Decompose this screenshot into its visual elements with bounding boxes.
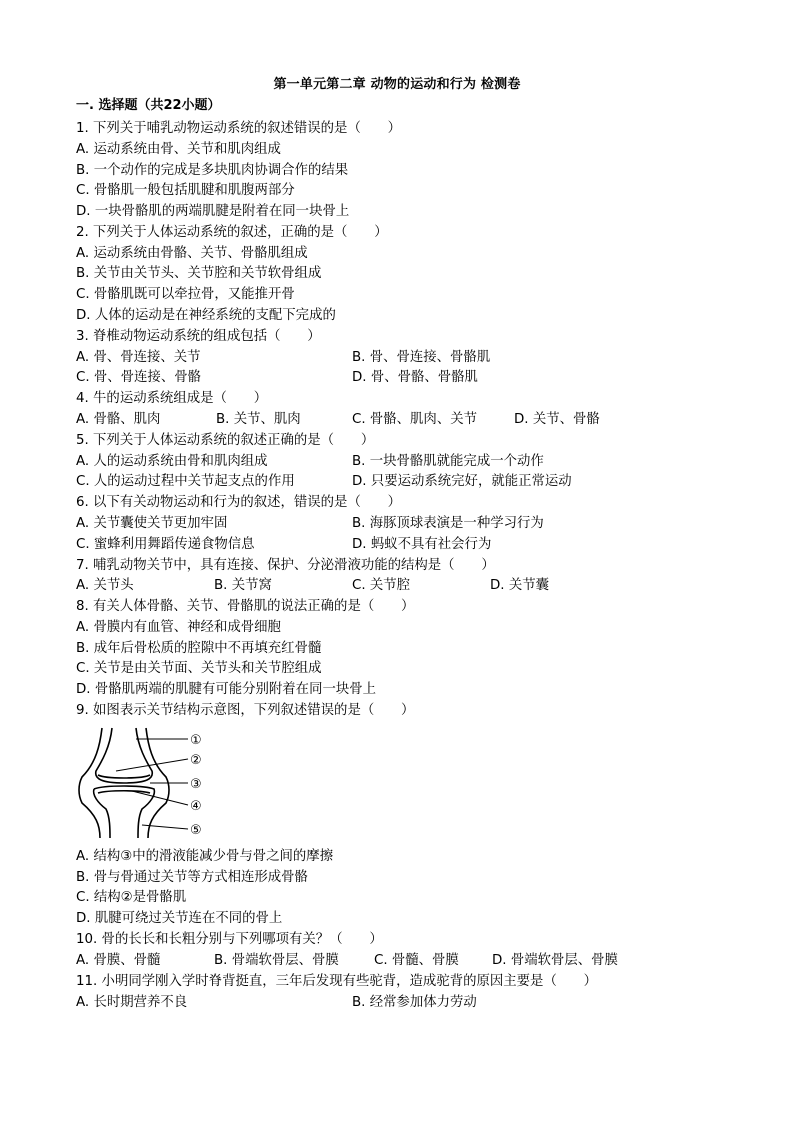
question-7-option-c: C. 关节腔: [352, 578, 411, 593]
question-2-option-c: C. 骨骼肌既可以牵拉骨，又能推开骨: [76, 287, 295, 302]
question-10-option-c: C. 骨髓、骨膜: [374, 953, 459, 968]
question-9-option-b: B. 骨与骨通过关节等方式相连形成骨骼: [76, 870, 308, 885]
question-4-option-d: D. 关节、骨骼: [514, 412, 600, 427]
page-title: 第一单元第二章 动物的运动和行为 检测卷: [273, 77, 521, 92]
question-3-stem: 3. 脊椎动物运动系统的组成包括（ ）: [76, 329, 321, 344]
question-6-stem: 6. 以下有关动物运动和行为的叙述，错误的是（ ）: [76, 495, 402, 510]
label-4: ④: [190, 799, 202, 814]
joint-capsule-left: [79, 728, 102, 838]
question-4-option-b: B. 关节、肌肉: [216, 412, 301, 427]
question-1-stem: 1. 下列关于哺乳动物运动系统的叙述错误的是（ ）: [76, 121, 402, 136]
question-11-row: [76, 992, 716, 1013]
question-5-option-a: A. 人的运动系统由骨和肌肉组成: [76, 454, 268, 469]
lower-bone-right: [94, 786, 154, 838]
question-8-option-c: C. 关节是由关节面、关节头和关节腔组成: [76, 661, 322, 676]
question-7-option-a: A. 关节头: [76, 578, 134, 593]
section-heading: 一. 选择题（共22小题）: [76, 98, 221, 113]
question-8-option-b: B. 成年后骨松质的腔隙中不再填充红骨髓: [76, 641, 322, 656]
question-6-row-1: [76, 513, 716, 534]
question-9-option-c: C. 结构②是骨骼肌: [76, 890, 187, 905]
question-2-option-b: B. 关节由关节头、关节腔和关节软骨组成: [76, 266, 322, 281]
question-11-option-b: B. 经常参加体力劳动: [352, 995, 477, 1010]
question-7-option-b: B. 关节窝: [214, 578, 272, 593]
question-8-option-d: D. 骨骼肌两端的肌腱有可能分别附着在同一块骨上: [76, 682, 377, 697]
question-9-option-d: D. 肌腱可绕过关节连在不同的骨上: [76, 911, 283, 926]
question-6-option-a: A. 关节囊使关节更加牢固: [76, 516, 228, 531]
question-9-stem: 9. 如图表示关节结构示意图，下列叙述错误的是（ ）: [76, 703, 415, 718]
question-6-option-d: D. 蚂蚁不具有社会行为: [352, 537, 492, 552]
question-6-option-c: C. 蜜蜂利用舞蹈传递食物信息: [76, 537, 255, 552]
question-3-row-2: [76, 367, 716, 388]
upper-bone: [96, 728, 153, 783]
lower-bone-left: [94, 789, 110, 838]
question-6-row-2: [76, 534, 716, 555]
question-10-option-d: D. 骨端软骨层、骨膜: [492, 953, 618, 968]
question-10-option-a: A. 骨膜、骨髓: [76, 953, 161, 968]
question-5-row-2: [76, 471, 716, 492]
leader-line-4: [132, 791, 188, 805]
question-3-option-c: C. 骨、骨连接、骨骼: [76, 370, 201, 385]
question-5-option-c: C. 人的运动过程中关节起支点的作用: [76, 474, 295, 489]
question-6-option-b: B. 海豚顶球表演是一种学习行为: [352, 516, 544, 531]
label-3: ③: [190, 777, 202, 792]
question-1-option-c: C. 骨骼肌一般包括肌腱和肌腹两部分: [76, 183, 295, 198]
question-3-option-b: B. 骨、骨连接、骨骼肌: [352, 350, 491, 365]
question-5-option-d: D. 只要运动系统完好，就能正常运动: [352, 474, 572, 489]
question-8-stem: 8. 有关人体骨骼、关节、骨骼肌的说法正确的是（ ）: [76, 599, 415, 614]
question-1-option-d: D. 一块骨骼肌的两端肌腱是附着在同一块骨上: [76, 204, 350, 219]
question-10-row: [76, 950, 716, 971]
joint-structure-diagram: [76, 725, 211, 840]
question-4-row: [76, 409, 716, 430]
cartilage-lower: [98, 791, 150, 793]
question-10-stem: 10. 骨的长长和长粗分别与下列哪项有关？（ ）: [76, 932, 383, 947]
question-8-option-a: A. 骨膜内有血管、神经和成骨细胞: [76, 620, 281, 635]
question-9-option-a: A. 结构③中的滑液能减少骨与骨之间的摩擦: [76, 849, 334, 864]
question-5-row-1: [76, 451, 716, 472]
question-1-option-b: B. 一个动作的完成是多块肌肉协调合作的结果: [76, 163, 349, 178]
question-11-option-a: A. 长时期营养不良: [76, 995, 188, 1010]
label-5: ⑤: [190, 823, 202, 838]
question-3-option-d: D. 骨、骨骼、骨骼肌: [352, 370, 478, 385]
question-3-option-a: A. 骨、骨连接、关节: [76, 350, 201, 365]
label-2: ②: [190, 753, 202, 768]
question-1-option-a: A. 运动系统由骨、关节和肌肉组成: [76, 142, 281, 157]
question-2-option-d: D. 人体的运动是在神经系统的支配下完成的: [76, 308, 336, 323]
question-2-stem: 2. 下列关于人体运动系统的叙述，正确的是（ ）: [76, 225, 388, 240]
question-4-stem: 4. 牛的运动系统组成是（ ）: [76, 391, 268, 406]
question-7-option-d: D. 关节囊: [490, 578, 549, 593]
question-2-option-a: A. 运动系统由骨骼、关节、骨骼肌组成: [76, 246, 308, 261]
question-5-option-b: B. 一块骨骼肌就能完成一个动作: [352, 454, 544, 469]
question-4-option-a: A. 骨骼、肌肉: [76, 412, 161, 427]
question-5-stem: 5. 下列关于人体运动系统的叙述正确的是（ ）: [76, 433, 375, 448]
question-11-stem: 11. 小明同学刚入学时脊背挺直，三年后发现有些驼背，造成驼背的原因主要是（ ）: [76, 974, 598, 989]
question-7-row: [76, 575, 716, 596]
question-4-option-c: C. 骨骼、肌肉、关节: [352, 412, 477, 427]
question-7-stem: 7. 哺乳动物关节中，具有连接、保护、分泌滑液功能的结构是（ ）: [76, 558, 495, 573]
question-3-row-1: [76, 347, 716, 368]
cartilage-upper: [98, 775, 150, 778]
label-1: ①: [190, 733, 202, 748]
question-10-option-b: B. 骨端软骨层、骨膜: [214, 953, 339, 968]
leader-line-2: [116, 759, 188, 771]
